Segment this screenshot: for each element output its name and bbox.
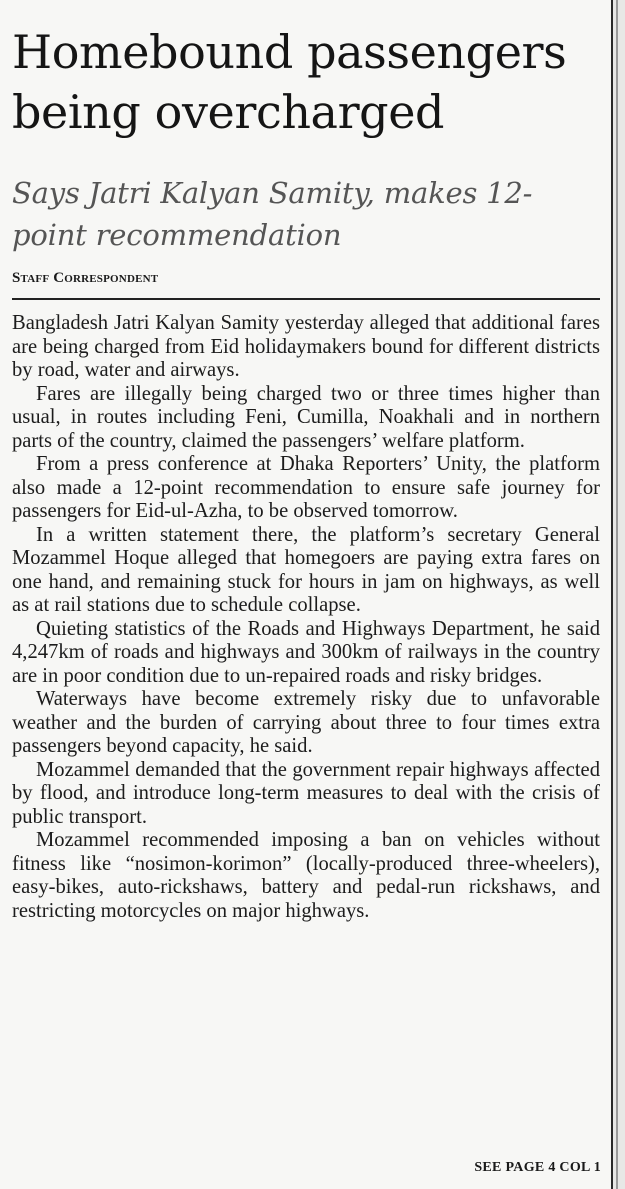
byline: Staff Correspondent xyxy=(12,270,159,286)
paragraph: Mozammel recommended imposing a ban on vehicles without fitness like “nosimon-korimon” (locally-produced three-wheelers), easy-bikes, auto-rickshaws, battery and pedal-run rickshaws, and restricting motorcycles on major highways. xyxy=(12,829,600,922)
paragraph: In a written statement there, the platform’s secretary General Mozammel Hoque alleged that homegoers are paying extra fares on one hand, and remaining stuck for hours in jam on highways, as well as at rail stations due to schedule collapse. xyxy=(12,523,600,616)
paragraph: From a press conference at Dhaka Reporters’ Unity, the platform also made a 12-point recommendation to ensure safe journey for passengers for Eid-ul-Azha, to be observed tomorrow. xyxy=(12,453,600,522)
headline: Homebound passengers being overcharged xyxy=(12,25,567,139)
subheadline: Says Jatri Kalyan Samity, makes 12-point recommendation xyxy=(12,176,533,252)
column-border xyxy=(611,0,625,1189)
byline-divider xyxy=(12,298,600,300)
continuation-note: SEE PAGE 4 COL 1 xyxy=(474,1160,601,1175)
article-body xyxy=(12,312,600,923)
paragraph: Quieting statistics of the Roads and Highways Department, he said 4,247km of roads and highways and 300km of railways in the country are in poor condition due to un-repaired roads and risky bridges. xyxy=(12,617,600,687)
paragraph: Waterways have become extremely risky due to unfavorable weather and the burden of carrying about three to four times extra passengers beyond capacity, he said. xyxy=(12,688,600,757)
paragraph: Fares are illegally being charged two or three times higher than usual, in routes including Feni, Cumilla, Noakhali and in northern parts of the country, claimed the passengers’ welfare platform. xyxy=(12,382,600,452)
paragraph: Mozammel demanded that the government repair highways affected by flood, and introduce long-term measures to deal with the crisis of public transport. xyxy=(12,758,600,828)
paragraph: Bangladesh Jatri Kalyan Samity yesterday alleged that additional fares are being charged from Eid holidaymakers bound for different districts by road, water and airways. xyxy=(12,312,600,381)
